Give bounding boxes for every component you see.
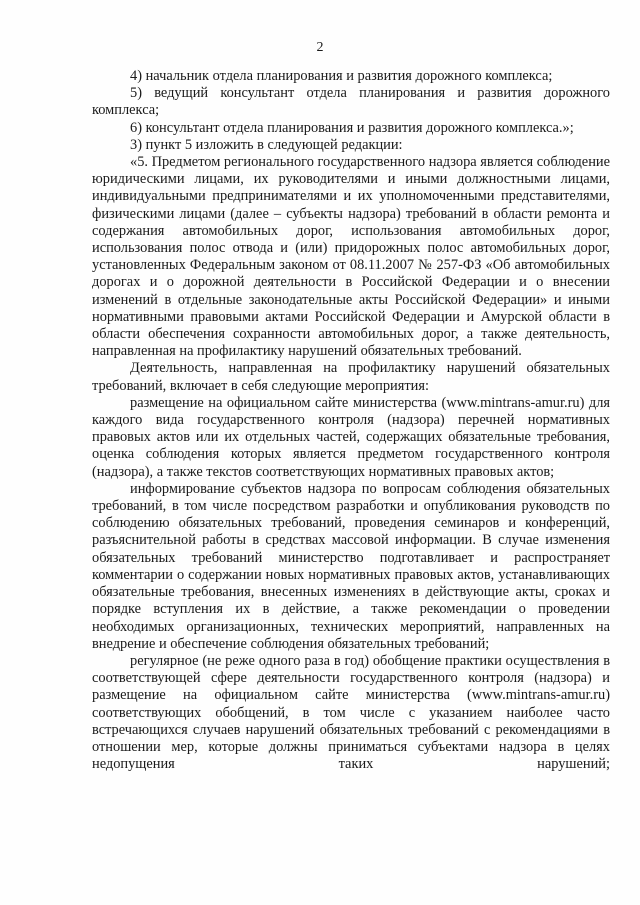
paragraph-item-4: 4) начальник отдела планирования и развития дорожного комплекса; <box>130 68 553 84</box>
paragraph-informing: информирование субъектов надзора по вопросам соблюдения обязательных требований, в том числе посредством разработки и опубликования руководств по соблюдению обязательных требований, проведения семинаров и конференций, разъяснительной работы в средствах массовой информации. В случае изменения обязательных требований министерство подготавливает и распространяет комментарии о содержании новых нормативных правовых актов, устанавливающих обязательные требования, внесенных изменениях в действующие акты, сроках и порядке вступления их в действие, а также рекомендации о проведении необходимых организационных, технических мероприятий, направленных на внедрение и обеспечение соблюдения обязательных требований; <box>92 480 610 652</box>
paragraph-website-posting: размещение на официальном сайте министерства (www.mintrans-amur.ru) для каждого вида государственного контроля (надзора) перечней нормативных правовых актов или их отдельных частей, содержащих обязательные требования, оценка соблюдения которых является предметом государственного контроля (надзора), а также текстов соответствующих нормативных правовых актов; <box>92 394 610 480</box>
paragraph-item-5: 5) ведущий консультант отдела планирования и развития дорожного комплекса; <box>92 85 610 119</box>
page-number: 2 <box>316 40 324 55</box>
paragraph-point-3: 3) пункт 5 изложить в следующей редакции: <box>130 136 403 153</box>
paragraph-generalization: регулярное (не реже одного раза в год) обобщение практики осуществления в соответствующей сфере деятельности государственного контроля (надзора) и размещение на официальном сайте министерства (www.mintrans-amur.ru) соответствующих обобщений, в том числе с указанием наиболее часто встречающихся случаев нарушений обязательных требований с рекомендациями в отношении мер, которые должны приниматься субъектами надзора в целях недопущения таких нарушений; <box>92 652 610 773</box>
paragraph-point-5-text: «5. Предметом регионального государственного надзора является соблюдение юридическими лицами, их руководителями и иными должностными лицами, индивидуальными предпринимателями и их уполномоченными представителями, физическими лицами (далее – субъекты надзора) требований в области ремонта и содержания автомобильных дорог, использования автомобильных дорог, использования полос отвода и (или) придорожных полос автомобильных дорог, установленных Федеральным законом от 08.11.2007 № 257-ФЗ «Об автомобильных дорогах и о дорожной деятельности в Российской Федерации и о внесении изменений в отдельные законодательные акты Российской Федерации» и иными нормативными правовыми актами Российской Федерации и Амурской области в области обеспечения сохранности автомобильных дорог, а также деятельность, направленная на профилактику нарушений обязательных требований. <box>92 154 610 360</box>
document-body <box>92 68 610 773</box>
paragraph-prevention-intro: Деятельность, направленная на профилактику нарушений обязательных требований, включает в себя следующие мероприятия: <box>92 360 610 394</box>
paragraph-item-6: 6) консультант отдела планирования и развития дорожного комплекса.»; <box>130 119 574 136</box>
